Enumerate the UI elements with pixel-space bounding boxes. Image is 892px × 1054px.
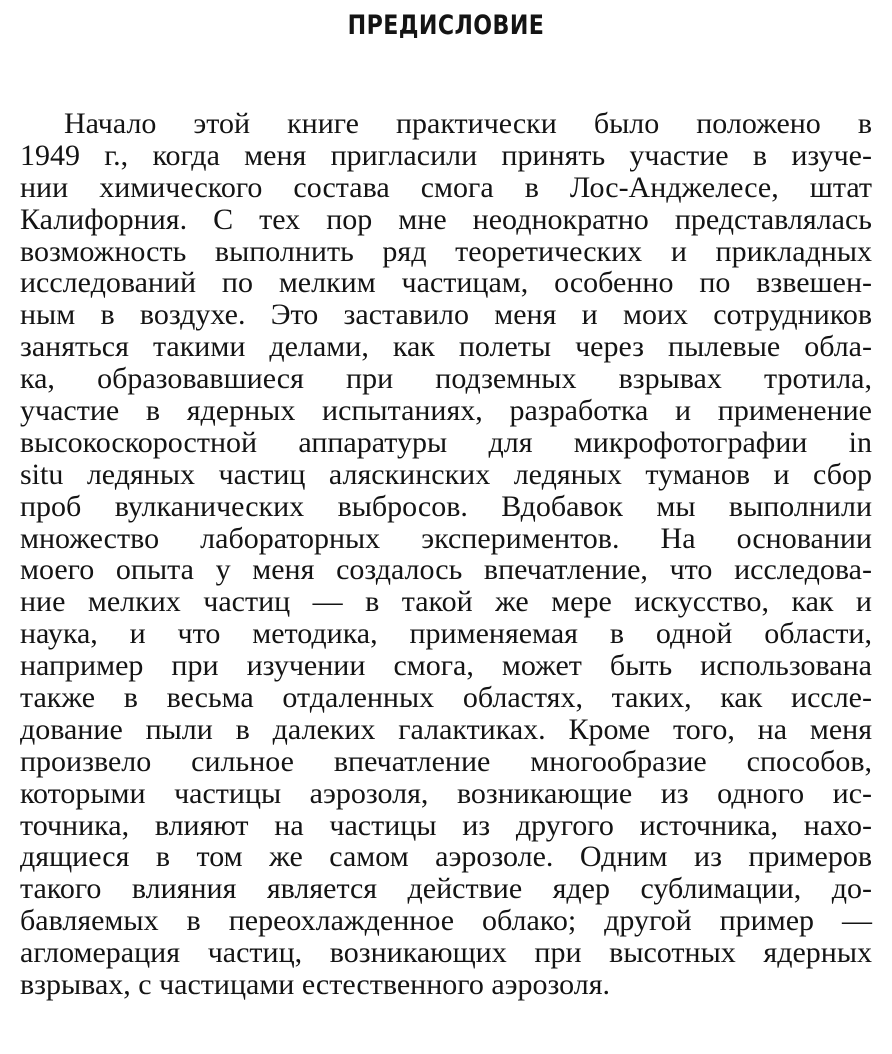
text-line: Калифорния. С тех пор мне неоднократно представлялась: [20, 202, 872, 236]
preface-paragraph: [20, 108, 872, 1001]
text-line: бавляемых в переохлажденное облако; другой пример —: [20, 904, 872, 938]
text-line: взрывах, с частицами естественного аэрозоля.: [20, 968, 611, 1002]
text-line: агломерация частиц, возникающих при высотных ядерных: [20, 936, 872, 970]
text-line: ка, образовавшиеся при подземных взрывах тротила,: [20, 362, 872, 396]
text-line: Начало этой книге практически было положено в: [64, 107, 872, 140]
text-line: которыми частицы аэрозоля, возникающие из одного ис-: [20, 776, 872, 810]
text-line: situ ледяных частиц аляскинских ледяных туманов и сбор: [20, 457, 872, 491]
text-line: ние мелких частиц — в такой же мере искусство, как и: [20, 585, 872, 619]
text-line: точника, влияют на частицы из другого источника, нахо-: [20, 808, 872, 842]
text-line: наука, и что методика, применяемая в одной области,: [20, 617, 872, 651]
text-line: высокоскоростной аппаратуры для микрофотографии in: [20, 425, 872, 459]
text-line: также в весьма отдаленных областях, таких, как иссле-: [20, 681, 872, 715]
text-line: произвело сильное впечатление многообразие способов,: [20, 744, 872, 778]
page-title: ПРЕДИСЛОВИЕ: [347, 10, 545, 41]
text-line: нии химического состава смога в Лос-Анджелесе, штат: [20, 170, 872, 204]
text-line: такого влияния является действие ядер сублимации, до-: [20, 872, 872, 906]
text-line: проб вулканических выбросов. Вдобавок мы выполнили: [20, 489, 872, 523]
text-line: участие в ядерных испытаниях, разработка и применение: [20, 394, 872, 428]
text-line: например при изучении смога, может быть использована: [20, 649, 872, 683]
text-line: исследований по мелким частицам, особенно по взвешен-: [20, 266, 872, 300]
text-line: возможность выполнить ряд теоретических и прикладных: [20, 234, 872, 268]
text-line: заняться такими делами, как полеты через пылевые обла-: [20, 330, 872, 364]
text-line: множество лабораторных экспериментов. На основании: [20, 521, 872, 555]
text-line: дование пыли в далеких галактиках. Кроме того, на меня: [20, 712, 872, 746]
text-line: дящиеся в том же самом аэрозоле. Одним из примеров: [20, 840, 872, 874]
text-line: ным в воздухе. Это заставило меня и моих сотрудников: [20, 298, 872, 332]
text-line: 1949 г., когда меня пригласили принять участие в изуче-: [20, 138, 872, 172]
text-line: моего опыта у меня создалось впечатление, что исследова-: [20, 553, 872, 587]
